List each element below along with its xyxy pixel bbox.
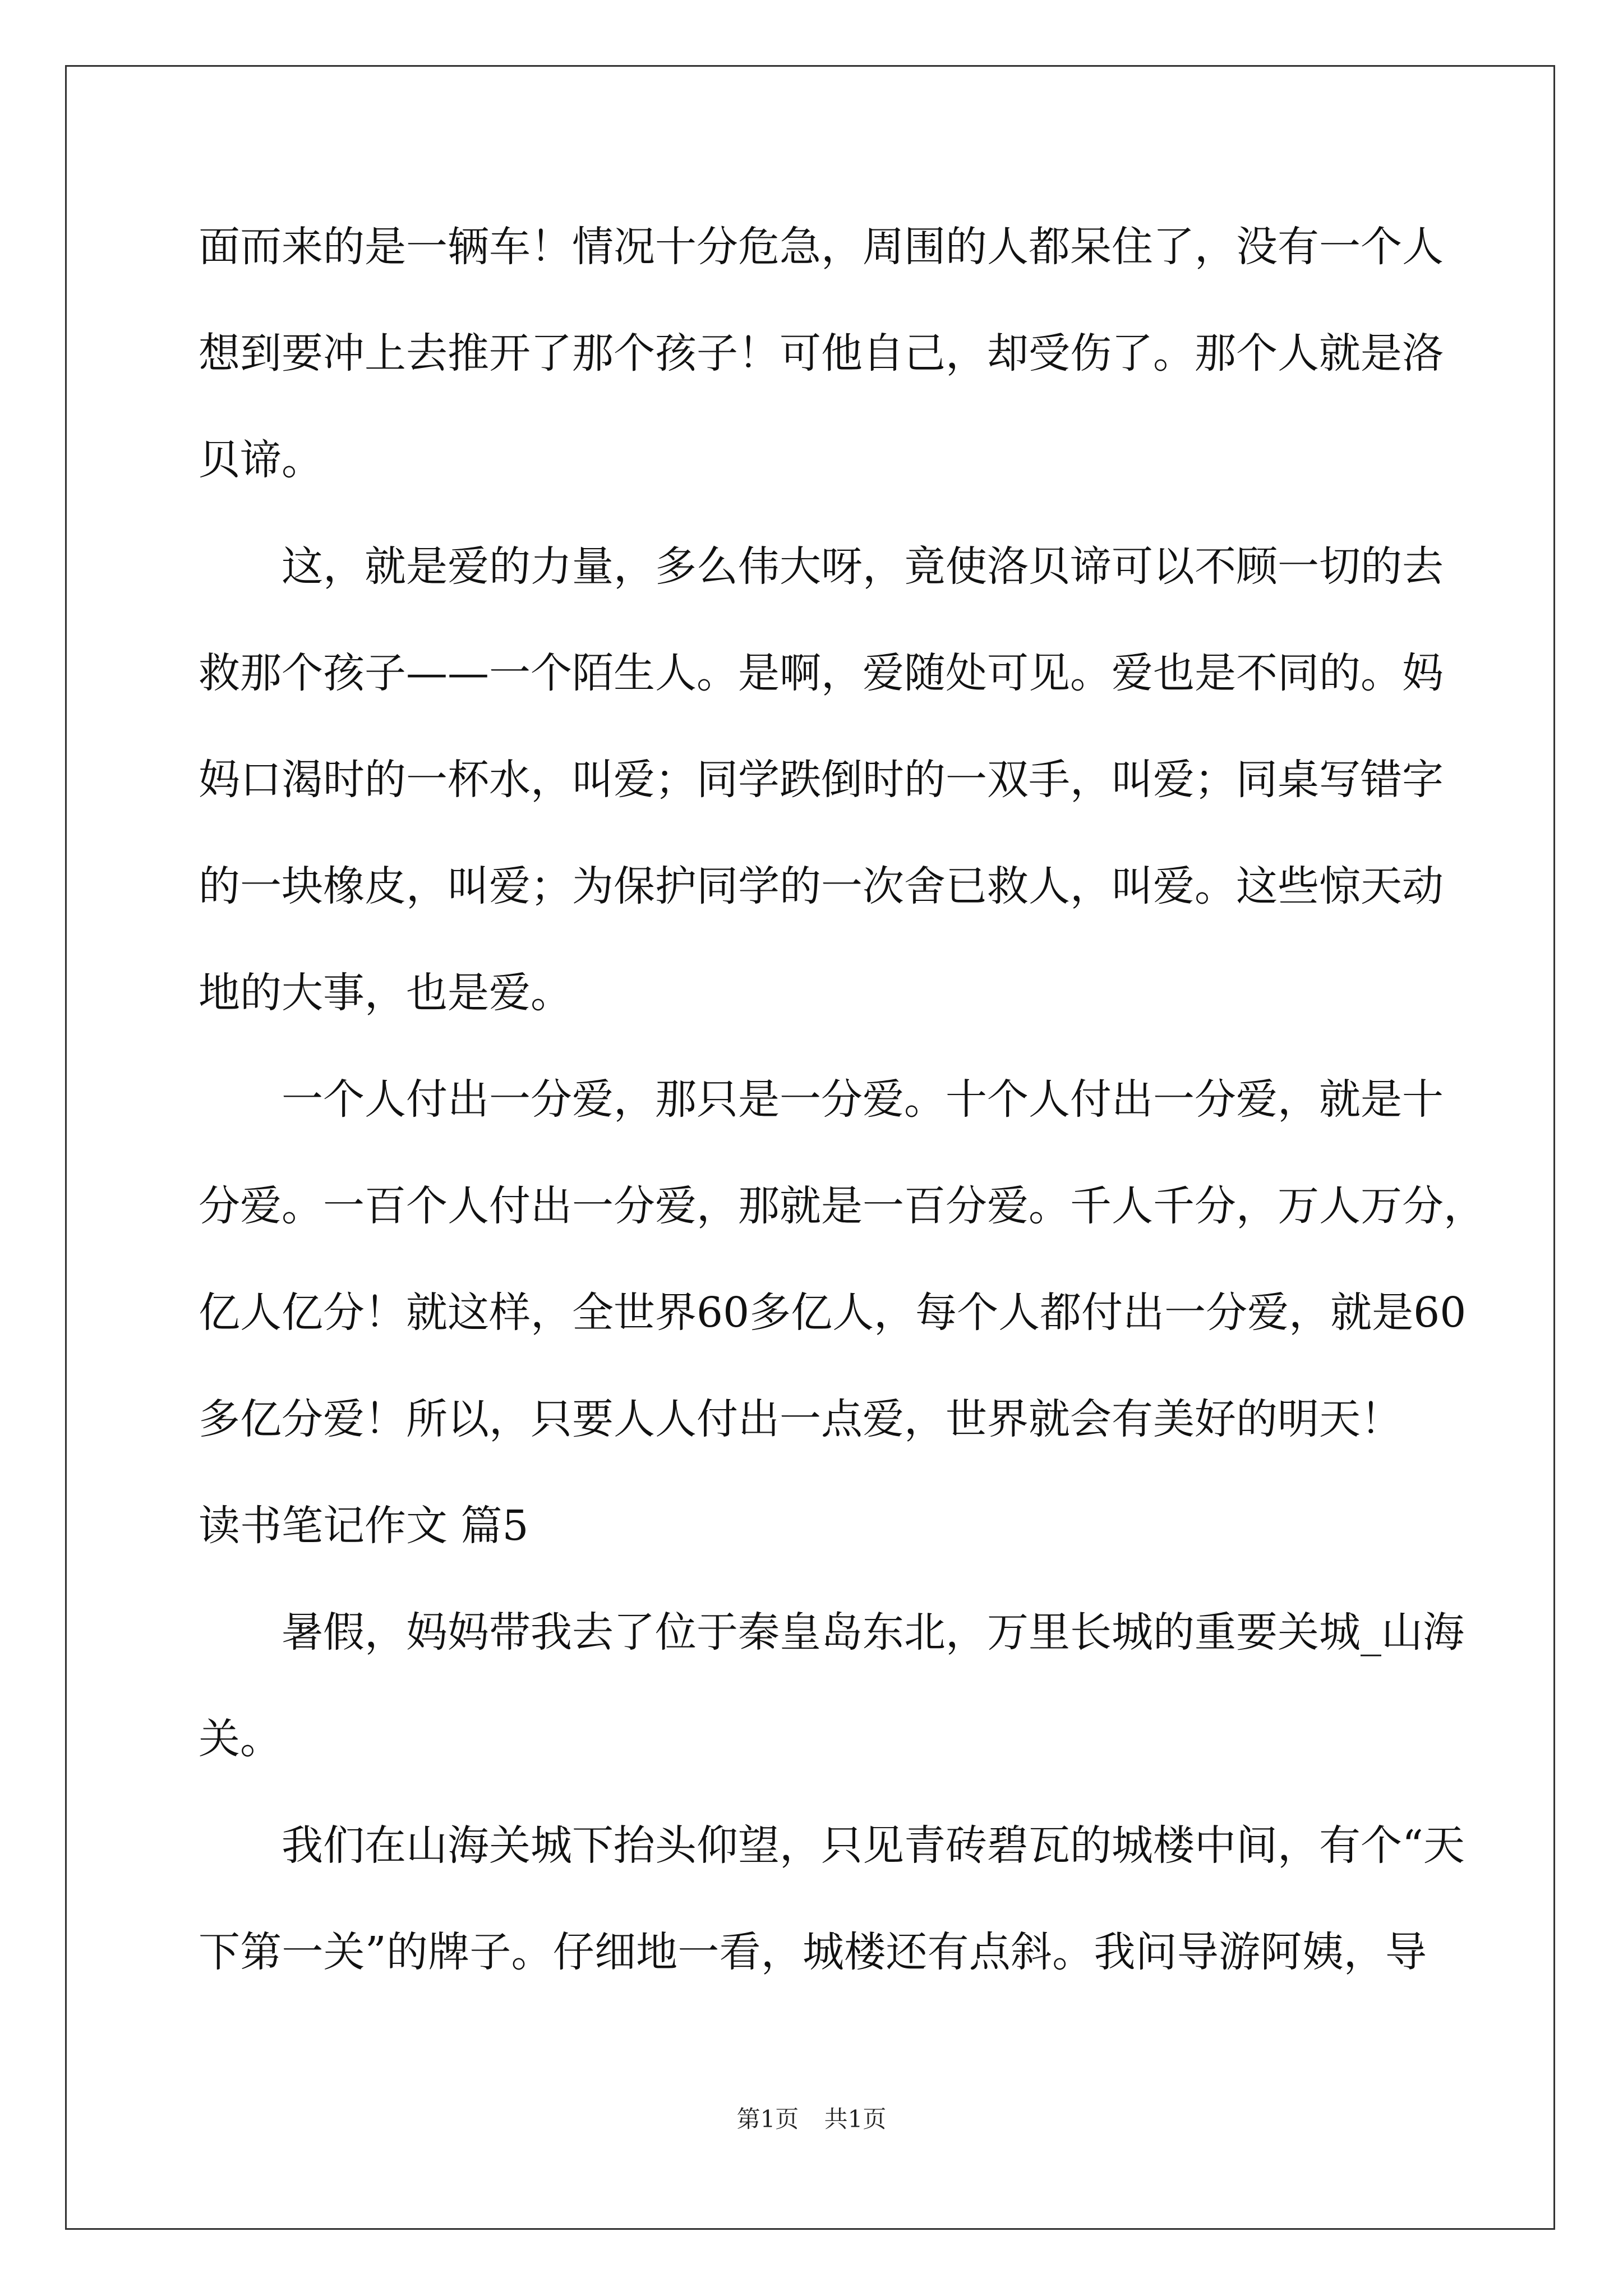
body-line: 下第一关”的牌子。仔细地一看，城楼还有点斜。我问导游阿姨，导 [199, 1928, 1427, 1976]
body-line: 想到要冲上去推开了那个孩子！可他自己，却受伤了。那个人就是洛 [199, 329, 1444, 378]
body-line: 妈口渴时的一杯水，叫爱；同学跌倒时的一双手，叫爱；同桌写错字 [199, 756, 1444, 804]
body-line: 多亿分爱！所以，只要人人付出一点爱，世界就会有美好的明天！ [199, 1395, 1402, 1443]
paragraph-first-line: 一个人付出一分爱，那只是一分爱。十个人付出一分爱，就是十 [282, 1075, 1444, 1124]
page-border [65, 65, 1555, 2230]
body-line: 分爱。一百个人付出一分爱，那就是一百分爱。千人千分，万人万分， [199, 1182, 1485, 1230]
body-line: 亿人亿分！就这样，全世界60多亿人，每个人都付出一分爱，就是60 [199, 1289, 1467, 1337]
body-line: 面而来的是一辆车！情况十分危急，周围的人都呆住了，没有一个人 [199, 223, 1444, 271]
body-line: 地的大事，也是爱。 [199, 969, 572, 1017]
body-line: 救那个孩子——一个陌生人。是啊，爱随处可见。爱也是不同的。妈 [199, 649, 1444, 697]
section-heading: 读书笔记作文 篇5 [199, 1502, 529, 1550]
body-line: 贝谛。 [199, 436, 323, 484]
page-total: 共1页 [824, 2105, 887, 2133]
body-line: 的一块橡皮，叫爱；为保护同学的一次舍已救人，叫爱。这些惊天动 [199, 862, 1444, 910]
page-number: 第1页 [736, 2105, 799, 2133]
body-line: 关。 [199, 1715, 282, 1763]
paragraph-first-line: 暑假，妈妈带我去了位于秦皇岛东北，万里长城的重要关城_山海 [282, 1608, 1464, 1657]
paragraph-first-line: 我们在山海关城下抬头仰望，只见青砖碧瓦的城楼中间，有个“天 [282, 1821, 1465, 1870]
page-footer [0, 2101, 1623, 2134]
paragraph-first-line: 这，就是爱的力量，多么伟大呀，竟使洛贝谛可以不顾一切的去 [282, 542, 1444, 591]
